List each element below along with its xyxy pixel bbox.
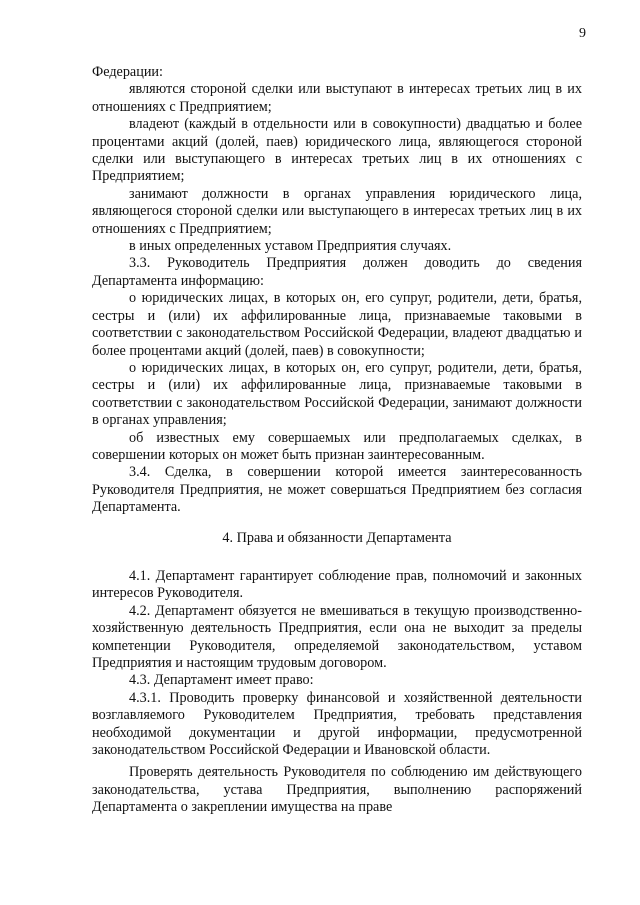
clause-4-2: 4.2. Департамент обязуется не вмешиваться в текущую производственно-хозяйственную деятельность Предприятия, если она не выходит за пределы компетенции Руководителя, определяемой законодательством, уставом Предприятия и настоящим трудовым договором. [92,602,582,671]
paragraph: о юридических лицах, в которых он, его супруг, родители, дети, братья, сестры и (или) их аффилированные лица, признаваемые таковыми в соответствии с законодательством Российской Федерации, занимают должности в органах управления; [92,359,582,429]
page-number: 9 [579,26,586,41]
clause-3-4: 3.4. Сделка, в совершении которой имеется заинтересованность Руководителя Предприятия, не может совершаться Предприятием без согласия Департамента. [92,464,582,516]
paragraph: о юридических лицах, в которых он, его супруг, родители, дети, братья, сестры и (или) их аффилированные лица, признаваемые таковыми в соответствии с законодательством Российской Федерации, владеют двадцатью и более процентами акций (долей, паев) в совокупности; [92,290,582,359]
paragraph: являются стороной сделки или выступают в интересах третьих лиц в их отношениях с Предприятием; [92,81,582,115]
paragraph: в иных определенных уставом Предприятия случаях. [129,238,452,255]
paragraph: об известных ему совершаемых или предполагаемых сделках, в совершении которых он может быть признан заинтересованным. [92,429,582,463]
paragraph: занимают должности в органах управления юридического лица, являющегося стороной сделки или выступающего в интересах третьих лиц в их отношениях с Предприятием; [92,185,582,237]
clause-3-3: 3.3. Руководитель Предприятия должен доводить до сведения Департамента информацию: [92,255,582,289]
document-body [92,64,582,817]
clause-4-3: 4.3. Департамент имеет право: [129,672,314,689]
paragraph: Проверять деятельность Руководителя по соблюдению им действующего законодательства, устава Предприятия, выполнению распоряжений Департамента о закреплении имущества на праве [92,764,582,816]
clause-4-1: 4.1. Департамент гарантирует соблюдение прав, полномочий и законных интересов Руководителя. [92,567,582,602]
clause-4-3-1: 4.3.1. Проводить проверку финансовой и хозяйственной деятельности возглавляемого Руководителем Предприятия, требовать представления необходимой документации и другой информации, предусмотренной законодательством Российской Федерации и Ивановской области. [92,689,582,759]
paragraph: владеют (каждый в отдельности или в совокупности) двадцатью и более процентами акций (долей, паев) юридического лица, являющегося стороной сделки или выступающего в интересах третьих лиц в их отношениях с Предприятием; [92,116,582,185]
paragraph: Федерации: [92,64,163,80]
section-heading: 4. Права и обязанности Департамента [222,529,452,546]
